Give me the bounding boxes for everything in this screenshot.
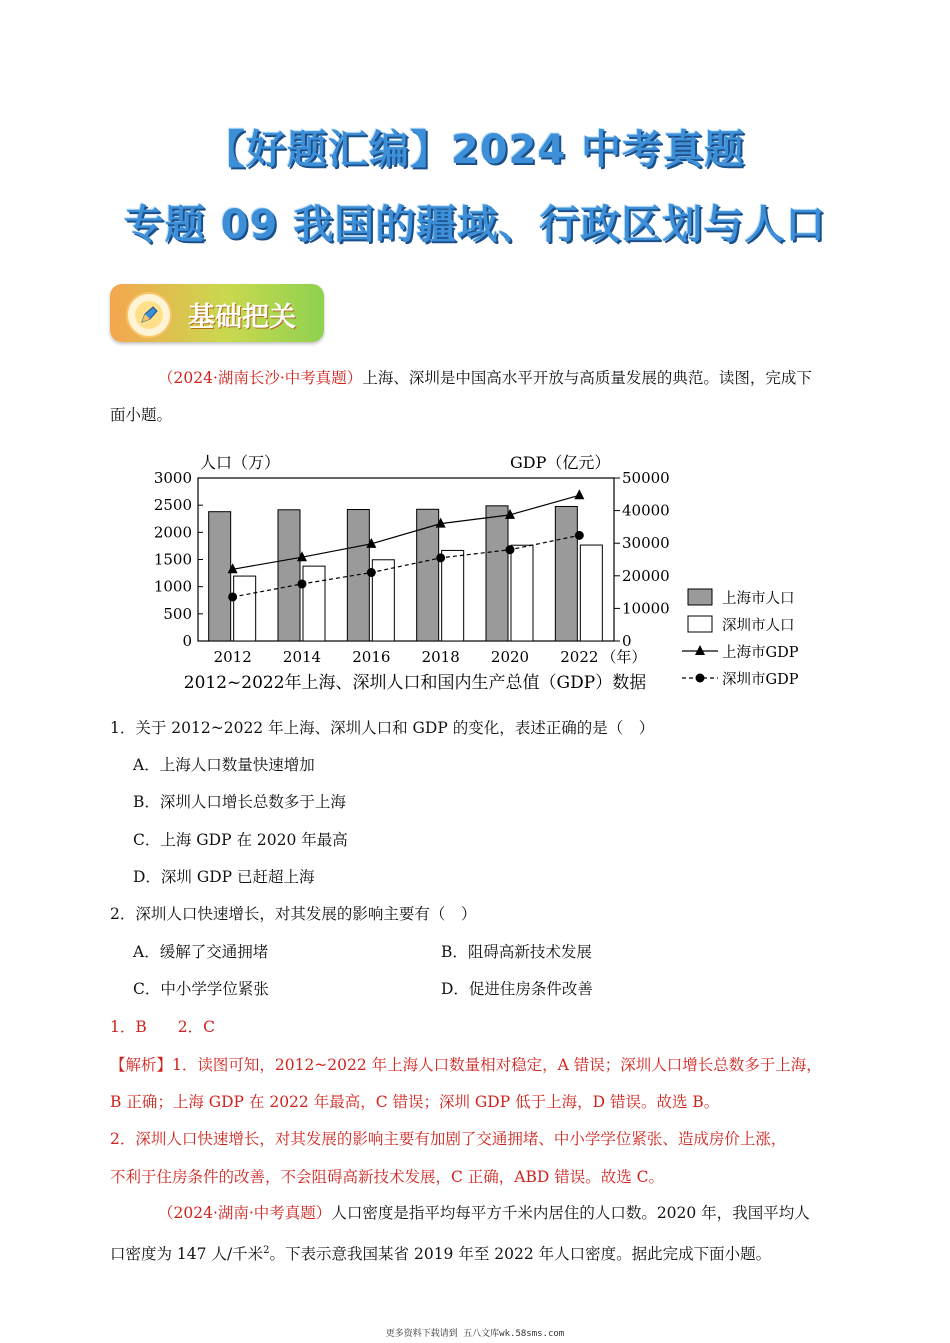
bar-shanghai-population — [555, 506, 577, 641]
section-badge-label: 基础把关 — [188, 302, 296, 333]
q2-option-c: C．中小学学位紧张 — [133, 980, 269, 998]
bar-shenzhen-population — [442, 550, 464, 641]
q2-stem: 2．深圳人口快速增长，对其发展的影响主要有（ ） — [110, 905, 477, 923]
y-left-label: 人口（万） — [200, 453, 281, 472]
x-tick-label: 2014 — [282, 648, 322, 666]
intro-text: 上海、深圳是中国高水平开放与高质量发展的典范。读图，完成下 — [362, 369, 812, 387]
footer-text: 更多资料下载请到 五八文库wk.58sms.com — [385, 1329, 565, 1339]
intro2-text-end: 。下表示意我国某省 2019 年至 2022 年人口密度。据此完成下面小题。 — [269, 1245, 772, 1264]
source-tag-2: （2024·湖南·中考真题） — [158, 1204, 332, 1222]
y-left-tick-label: 0 — [182, 632, 192, 650]
point-shenzhen-gdp — [228, 592, 237, 601]
y-left-tick-label: 3000 — [153, 469, 192, 487]
analysis-line-3: 2．深圳人口快速增长，对其发展的影响主要有加剧了交通拥堵、中小学学位紧张、造成房价上涨， — [110, 1130, 787, 1148]
intro-paragraph-1 — [110, 360, 845, 434]
legend-marker — [695, 645, 705, 655]
q2-option-b: B．阻碍高新技术发展 — [441, 943, 592, 961]
page-title-line2: 专题 09 我国的疆域、行政区划与人口 — [123, 202, 827, 248]
legend-marker — [696, 674, 705, 683]
plot-frame — [198, 478, 614, 641]
bar-shenzhen-population — [511, 545, 533, 641]
bar-shanghai-population — [486, 506, 508, 641]
intro-text-cont: 面小题。 — [110, 406, 173, 424]
bar-shenzhen-population — [303, 566, 325, 641]
x-tick-label: 2022 — [560, 648, 599, 666]
chart-title: 2012~2022年上海、深圳人口和国内生产总值（GDP）数据 — [183, 673, 647, 693]
q1-option-d: D．深圳 GDP 已赶超上海 — [133, 868, 315, 886]
q1-option-a: A．上海人口数量快速增加 — [133, 756, 315, 774]
legend-label: 深圳市GDP — [722, 672, 799, 688]
y-left-tick-label: 1500 — [153, 550, 192, 569]
point-shenzhen-gdp — [506, 545, 515, 554]
pen-icon — [126, 292, 172, 338]
analysis-line-4: 不利于住房条件的改善，不会阻碍高新技术发展，C 正确，ABD 错误。故选 C。 — [110, 1168, 665, 1186]
point-shenzhen-gdp — [367, 568, 376, 577]
y-right-tick-label: 0 — [622, 632, 632, 650]
analysis-line-2: B 正确；上海 GDP 在 2022 年最高，C 错误；深圳 GDP 低于上海，D 错误。故选 B。 — [110, 1093, 720, 1111]
q2-option-d: D．促进住房条件改善 — [441, 980, 593, 998]
q2-option-a: A．缓解了交通拥堵 — [133, 943, 269, 961]
y-left-tick-label: 2500 — [153, 496, 192, 515]
q1-option-c: C．上海 GDP 在 2020 年最高 — [133, 831, 348, 849]
x-tick-label: 2012 — [213, 648, 252, 666]
x-tick-label: 2018 — [421, 648, 460, 666]
intro2-superscript: 2 — [263, 1245, 270, 1256]
y-left-tick-label: 1000 — [153, 577, 192, 596]
point-shanghai-gdp — [574, 489, 584, 499]
y-right-tick-label: 20000 — [622, 566, 670, 585]
bar-shanghai-population — [209, 512, 231, 641]
legend-swatch — [688, 616, 712, 632]
intro2-text: 人口密度是指平均每平方千米内居住的人口数。2020 年，我国平均人 — [331, 1204, 810, 1222]
y-right-tick-label: 40000 — [622, 501, 670, 520]
page-title-line1: 【好题汇编】2024 中考真题 — [204, 127, 746, 173]
section-badge — [110, 284, 324, 342]
y-right-tick-label: 10000 — [622, 599, 670, 618]
q1-option-b: B．深圳人口增长总数多于上海 — [133, 793, 346, 811]
analysis-line-1: 【解析】1．读图可知，2012~2022 年上海人口数量相对稳定，A 错误；深圳人口增长总数多于上海， — [110, 1056, 822, 1074]
q1-stem: 1．关于 2012~2022 年上海、深圳人口和 GDP 的变化，表述正确的是（ ） — [110, 719, 655, 737]
point-shenzhen-gdp — [575, 531, 584, 540]
x-tick-label: 2020 — [490, 648, 530, 666]
point-shenzhen-gdp — [436, 553, 445, 562]
x-unit-label: （年） — [601, 648, 647, 666]
y-left-tick-label: 2000 — [153, 523, 192, 542]
x-tick-label: 2016 — [352, 648, 391, 666]
y-right-tick-label: 30000 — [622, 534, 670, 553]
y-left-tick-label: 500 — [163, 604, 192, 623]
source-tag: （2024·湖南长沙·中考真题） — [158, 369, 363, 387]
population-gdp-chart — [140, 448, 820, 696]
y-right-label: GDP（亿元） — [510, 453, 611, 472]
intro2-text-cont: 口密度为 147 人/千米 — [110, 1245, 264, 1264]
bar-shanghai-population — [278, 510, 300, 641]
bar-shenzhen-population — [234, 576, 256, 641]
point-shenzhen-gdp — [298, 579, 307, 588]
bar-shenzhen-population — [580, 545, 602, 641]
legend-swatch — [688, 589, 712, 605]
answer-line: 1．B 2．C — [110, 1018, 215, 1036]
legend-label: 深圳市人口 — [722, 618, 795, 634]
intro-paragraph-2 — [110, 1195, 845, 1273]
legend-label: 上海市GDP — [722, 645, 799, 661]
legend-label: 上海市人口 — [722, 591, 795, 607]
y-right-tick-label: 50000 — [622, 469, 670, 487]
